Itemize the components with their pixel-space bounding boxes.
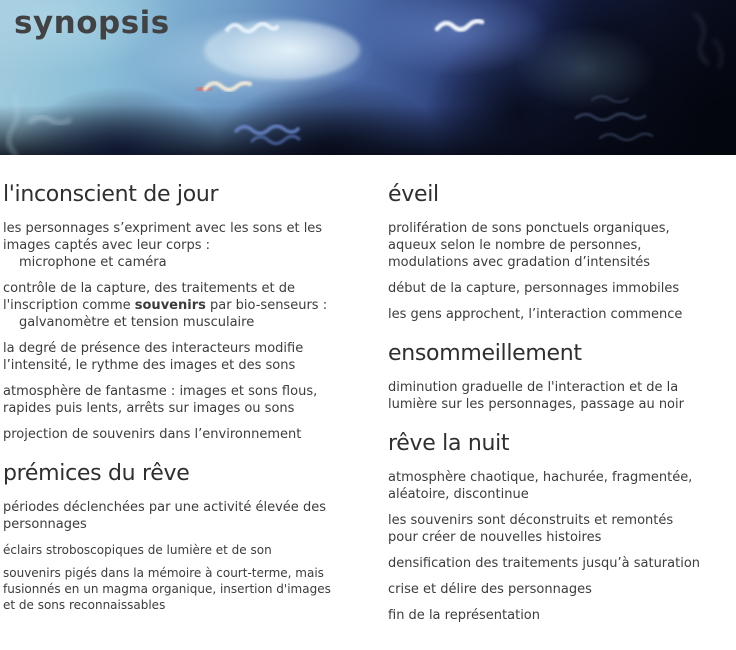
text-run: projection de souvenirs dans l’environnement — [3, 427, 302, 442]
text-line — [388, 280, 736, 297]
text-run: aqueux selon le nombre de personnes, — [388, 238, 642, 253]
text-line — [3, 400, 388, 417]
section-heading: prémices du rêve — [3, 461, 190, 486]
paragraph — [3, 565, 388, 613]
text-line — [388, 581, 736, 598]
section-heading: rêve la nuit — [388, 431, 510, 456]
text-run: périodes déclenchées par une activité élevée des — [3, 500, 326, 515]
text-line — [388, 529, 736, 546]
text-line — [3, 383, 388, 400]
paragraph — [3, 280, 388, 331]
hero-image — [0, 0, 736, 155]
page-title: synopsis — [14, 5, 170, 41]
paragraph — [388, 306, 736, 323]
paragraph — [3, 383, 388, 417]
text-run: les gens approchent, l’interaction commence — [388, 307, 683, 322]
text-run: l’intensité, le rythme des images et des sons — [3, 358, 296, 373]
text-line — [3, 597, 388, 613]
text-line — [3, 516, 388, 533]
text-line — [388, 555, 736, 572]
paragraph — [388, 607, 736, 624]
column-left — [3, 182, 388, 633]
section-heading: l'inconscient de jour — [3, 182, 219, 207]
text-run: début de la capture, personnages immobiles — [388, 281, 680, 296]
content-area — [0, 155, 736, 633]
text-run: galvanomètre et tension musculaire — [19, 315, 255, 330]
text-line — [3, 357, 388, 374]
paragraph — [388, 469, 736, 503]
text-line — [3, 280, 388, 297]
text-run: microphone et caméra — [19, 255, 167, 270]
text-run: et de sons reconnaissables — [3, 598, 166, 612]
text-run: images captés avec leur corps : — [3, 238, 211, 253]
text-line — [3, 581, 388, 597]
text-run: densification des traitements jusqu’à saturation — [388, 556, 701, 571]
text-run: modulations avec gradation d’intensités — [388, 255, 651, 270]
text-run: éclairs stroboscopiques de lumière et de son — [3, 543, 272, 557]
section-heading: éveil — [388, 182, 439, 207]
text-run: contrôle de la capture, des traitements et de — [3, 281, 295, 296]
text-line — [3, 426, 388, 443]
text-run: la degré de présence des interacteurs modifie — [3, 341, 304, 356]
text-run: atmosphère de fantasme : images et sons flous, — [3, 384, 318, 399]
text-run: rapides puis lents, arrêts sur images ou sons — [3, 401, 295, 416]
paragraph — [388, 581, 736, 598]
text-line — [388, 512, 736, 529]
text-line — [3, 314, 388, 331]
text-line — [388, 607, 736, 624]
paragraph — [3, 340, 388, 374]
text-line — [388, 254, 736, 271]
text-line — [3, 254, 388, 271]
paragraph — [388, 220, 736, 271]
text-run: souvenirs pigés dans la mémoire à court-terme, mais — [3, 566, 324, 580]
bold-text-run: souvenirs — [134, 298, 206, 313]
text-run: les personnages s’expriment avec les sons et les — [3, 221, 323, 236]
text-line — [388, 469, 736, 486]
text-run: l'inscription comme — [3, 298, 135, 313]
text-run: aléatoire, discontinue — [388, 487, 529, 502]
paragraph — [3, 220, 388, 271]
paragraph — [388, 555, 736, 572]
text-line — [3, 340, 388, 357]
text-line — [3, 499, 388, 516]
text-line — [388, 486, 736, 503]
paragraph — [3, 426, 388, 443]
text-run: fusionnés en un magma organique, insertion d'images — [3, 582, 331, 596]
paragraph — [388, 280, 736, 297]
section-heading: ensommeillement — [388, 341, 582, 366]
text-line — [388, 237, 736, 254]
text-run: crise et délire des personnages — [388, 582, 592, 597]
text-line — [388, 306, 736, 323]
paragraph — [388, 379, 736, 413]
text-run: fin de la représentation — [388, 608, 540, 623]
text-line — [388, 379, 736, 396]
text-line — [3, 565, 388, 581]
text-run: personnages — [3, 517, 87, 532]
text-run: lumière sur les personnages, passage au noir — [388, 397, 684, 412]
text-line — [3, 220, 388, 237]
text-run: par bio-senseurs : — [205, 298, 328, 313]
paragraph — [3, 542, 388, 558]
text-line — [388, 396, 736, 413]
text-run: prolifération de sons ponctuels organiques, — [388, 221, 670, 236]
text-run: atmosphère chaotique, hachurée, fragmentée, — [388, 470, 693, 485]
text-run: les souvenirs sont déconstruits et remontés — [388, 513, 674, 528]
text-run: pour créer de nouvelles histoires — [388, 530, 602, 545]
text-run: diminution graduelle de l'interaction et de la — [388, 380, 679, 395]
column-right — [388, 182, 736, 633]
text-line — [3, 237, 388, 254]
text-line — [388, 220, 736, 237]
paragraph — [388, 512, 736, 546]
text-line — [3, 297, 388, 314]
text-line — [3, 542, 388, 558]
paragraph — [3, 499, 388, 533]
